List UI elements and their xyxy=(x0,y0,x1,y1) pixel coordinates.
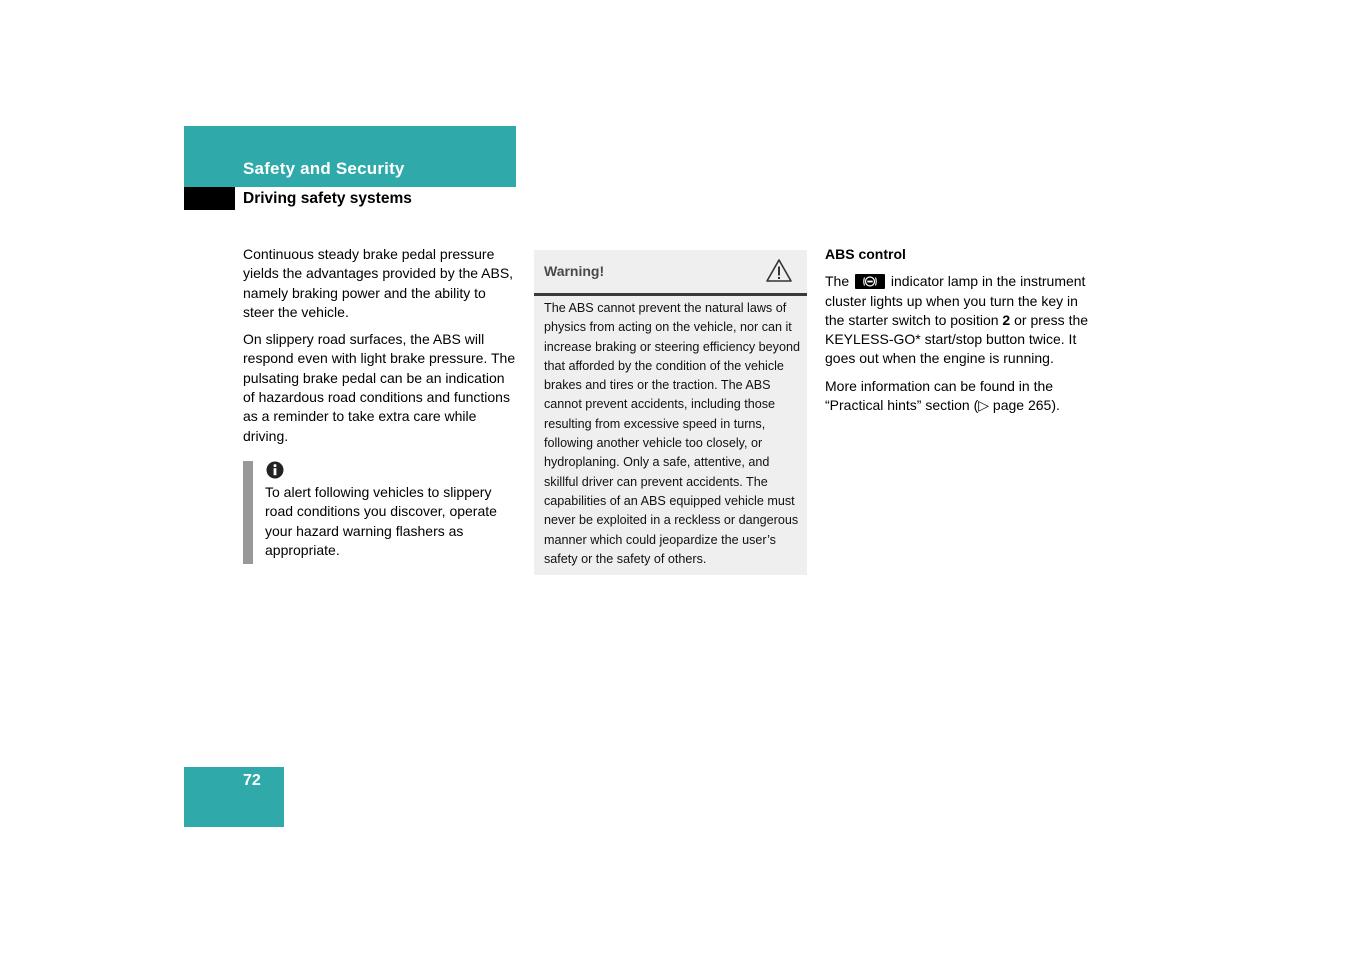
page-number: 72 xyxy=(243,772,261,789)
page-number-box xyxy=(184,767,284,827)
left-column xyxy=(243,245,518,454)
info-bar xyxy=(243,461,253,564)
abs-text-a: The xyxy=(825,273,850,290)
warning-label: Warning! xyxy=(544,263,605,279)
practical-hints-paragraph: More information can be found in the “Practical hints” section (▷ page 265). xyxy=(825,377,1060,414)
warning-text: The ABS cannot prevent the natural laws of physics from acting on the vehicle, nor can it increase braking or steering efficiency beyond that afforded by the condition of the vehicle brakes and tires or the traction. The ABS cannot prevent accidents, including those resulting from excessive speed in turns, following another vehicle too closely, or hydroplaning. Only a safe, attentive, and skillful driver can prevent accidents. The capabilities of an ABS equipped vehicle must never be exploited in a reckless or dangerous manner which could jeopardize the user’s safety or the safety of others. xyxy=(544,301,800,566)
abs-lamp-paragraph xyxy=(825,272,1100,368)
warning-triangle-icon xyxy=(765,258,793,284)
warning-header xyxy=(534,250,807,296)
paragraph-brake-pressure: Continuous steady brake pedal pressure yields the advantages provided by the ABS, namely braking power and the ability to steer the vehicle. xyxy=(243,246,514,320)
section-marker xyxy=(184,187,235,210)
abs-indicator-lamp-icon xyxy=(855,274,885,289)
abs-control-heading: ABS control xyxy=(825,246,906,262)
section-title: Safety and Security xyxy=(243,159,405,178)
warning-box xyxy=(534,250,807,575)
right-column xyxy=(825,245,1100,423)
info-note xyxy=(243,461,518,564)
info-icon xyxy=(266,461,286,479)
info-text: To alert following vehicles to slippery road conditions you discover, operate your hazard warning flashers as appropriate. xyxy=(265,484,497,558)
abs-text-b: indicator lamp in the instrument cluster lights up when you turn the key in the starter switch to position xyxy=(825,273,1086,328)
switch-position: 2 xyxy=(1002,311,1011,328)
abs-text-c: or press the KEYLESS-GO* start/stop button twice. It goes out when the engine is running. xyxy=(825,311,1089,367)
paragraph-slippery-roads: On slippery road surfaces, the ABS will respond even with light brake pressure. The pulsating brake pedal can be an indication of hazardous road conditions and functions as a reminder to take extra care while driving. xyxy=(243,331,516,444)
subsection-title: Driving safety systems xyxy=(243,190,412,207)
